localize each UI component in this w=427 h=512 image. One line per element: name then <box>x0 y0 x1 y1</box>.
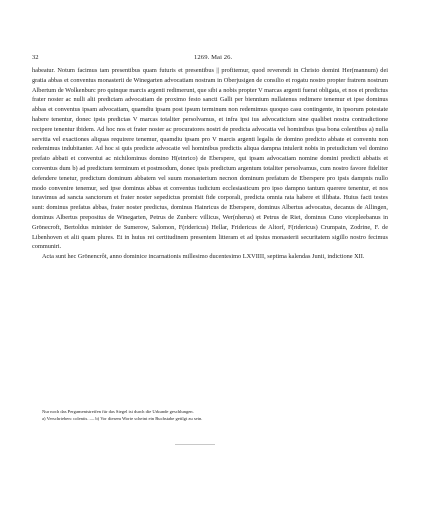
charter-body <box>32 66 388 262</box>
charter-paragraph: habeatur. Notum facimus tam presentibus quam futuris et presentibus || profitemur, quod reverendi in Christo domini Her(mannum) dei gratia abbas et conventus monasterii de Winegarten advocatiam nostram in Oberjusigen de consilio et rogatu nostro propter fratrem nostrum Albertum de Wolkenburc pro quinque marcis argenti redimerunt, que sibi a nobis propter V marcas argenti fuerat obligata, et nos et predictus frater noster ac nulli alii predictam advocatiam de proximo festo sancti Galli per biennium nullatenus redimere tenemur et ipse dominus abbas et conventus ipsam advocatiam, quamdiu ipsam post ipsum terminum non redemimus quoquo casu contingente, in ipsorum potestate habere tenentur, donec ipsis predictas V marcas totaliter persolvamus, et infra ipsi ius advocaticium sine qualibet nostra contradictione recipere tenentur ibidem. Ad hoc nos et frater noster ac procuratores nostri de predicta advocatia vel hominibus ipsa bona colentibus a) nulla servitia vel exactiones aliquas requirere tenemur, quamdiu ipsam pro V marcis argenti legalis de domino predicto abbate et conventu non redemimus indubitanter. Ad hoc si quis predicte advocatie vel hominibus predictis aliqua dampna intulerit nobis in preiudicium vel domino prefato abbati et conventui ac nichilominus domino H(einrico) de Eberspere, qui ipsam advocatiam nomine domini predicti abbatis et conventus dum b) ad predictum terminum et postmodum, donec ipsis predictum argentum totaliter persolvamus, cum nostro favore fideliter defendere tenetur, predictum dominum abbatem vel suum monasterium necnon dominum prefatum de Eberspere pro ipsis dampnis nullo modo convenire tenemur, sed ipse dominus abbas et conventus iudicium ecclesiasticum pro ipso dampno tantum querere tenentur, et nos iuravimus ad sancta sanctorum et frater noster sepedictus promisit fide corporali, predicta omnia rata habere et illibata. Huius facti testes sunt: dominus prefatus abbas, frater noster predictus, dominus Hainricus de Eberspere, dominus Albertus advocatus, decanus de Allingen, dominus Albertus prepositus de Winegarten, Petrus de Zunberc villicus, Wer(nherus) et Petrus de Riet, dominus Cuno vicepleebanus in Grönecroft, Bertoldus minister de Sumerow, Salomon, F(ridericus) Hellar, Fridericus de Altorf, F(ridericus) Crumpain, Zodrine, F. de Libenhoven et alii quam plures. Et in huius rei certitudinem presentem litteram et ad ipsius monasterii securitatem sigillo nostro fecimus communiri. <box>32 67 388 251</box>
section-divider <box>175 444 215 445</box>
page-header <box>32 53 387 63</box>
dating-clause: Acta sunt hec Grönencrôt, anno dominice incarnationis millesimo ducentesimo LXVIIII, septima kalendas Junii, indictione XII. <box>42 253 365 261</box>
page-number: 32 <box>32 54 39 61</box>
footnotes <box>42 408 388 422</box>
header-date: 1269. Mai 26. <box>194 54 233 61</box>
textual-footnotes: a) Verschrieben: colentis. — b) Vor diesem Worte scheint ein Buchstabe getilgt zu sein. <box>42 416 203 422</box>
seal-note: Nur noch das Pergamentstreifen für das Siegel ist durch die Urkunde geschlungen. <box>42 409 194 414</box>
